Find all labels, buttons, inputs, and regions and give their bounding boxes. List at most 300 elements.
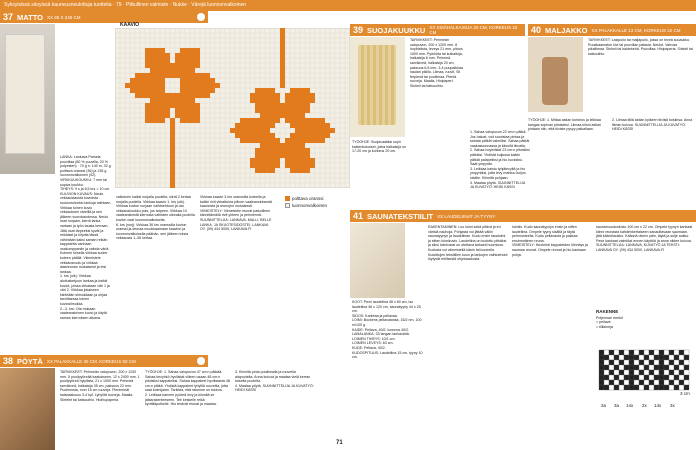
weave-label-2x: 2x	[642, 403, 647, 408]
chart-cell-orange	[255, 133, 260, 138]
chart-cell-orange	[325, 128, 330, 133]
chart-cell-orange	[275, 138, 280, 143]
weave-cell	[679, 380, 684, 385]
page-38-header	[0, 355, 208, 367]
gauge: TIHEYS: 9 s ja 6,5 krs = 10 cm.	[60, 187, 111, 192]
chart-cell-orange	[205, 88, 210, 93]
chart-cell-orange	[310, 93, 315, 98]
chart-cell-orange	[325, 123, 330, 128]
weave-cell	[599, 385, 604, 390]
chart-cell-orange	[260, 128, 265, 133]
chart-cell-orange	[285, 158, 290, 163]
chart-cell-orange	[155, 93, 160, 98]
chart-cell-orange	[285, 93, 290, 98]
chart-legend	[285, 195, 327, 209]
weave-label-14x-2: 14x	[654, 403, 662, 408]
chart-cell-orange	[190, 63, 195, 68]
chart-cell-orange	[190, 88, 195, 93]
chart-cell-orange	[255, 138, 260, 143]
chart-cell-orange	[160, 68, 165, 73]
chart-cell-orange	[135, 93, 140, 98]
chart-cell-orange	[170, 98, 175, 103]
p41-col2-b: Kudottujen tekstiilien koon ja lankojen vaihtoehdot löytyvät erillisestä ohjekaaviosta.	[428, 252, 508, 262]
chart-cell-orange	[330, 128, 335, 133]
p38-step-1: TYÖOHJE: 1. Sahaa valopuvun 47 cm:n pätkää. Sahaa kevyhkö hyvilistat viileen osaan 48 cm:n pituisiksi kappaleiksi. Sahaa kappaleet hyvilistasta 48 cm:n pätkä. Yhdistä kappaleet lyhyillä ruuveilla, jotta saat kolmijalan. Tarkista, että rakenne on tukeva.	[145, 370, 230, 393]
chart-cell-orange	[245, 123, 250, 128]
p38-step-3: 3. Kiinnitä pinta puuliimalla ja ruuveilla alapuolelta. Anna kuivua ja maalaa vielä kerran toiselta puolelta.	[235, 370, 311, 384]
chart-cell-orange	[130, 83, 135, 88]
chart-cell-orange	[320, 128, 325, 133]
chart-cell-orange	[195, 103, 200, 108]
chart-cell-orange	[240, 118, 245, 123]
chart-cell-orange	[290, 163, 295, 168]
chart-cell-orange	[170, 93, 175, 98]
chart-cell-orange	[265, 153, 270, 158]
table-photo	[0, 368, 55, 450]
chart-cell-orange	[295, 93, 300, 98]
p41-chart-legend	[596, 310, 693, 330]
chart-cell-orange	[185, 48, 190, 53]
chart-cell-orange	[190, 118, 195, 123]
weave-cell	[674, 360, 679, 365]
orange-swatch	[285, 196, 290, 201]
weave-cell	[609, 355, 614, 360]
p41-warp: LOIMI: Bockens pellavalanka, 16/2 nm, 100 m/100 g.	[352, 318, 422, 327]
weave-cell	[654, 385, 659, 390]
project-number: 41	[353, 211, 364, 221]
chart-cell-orange	[285, 153, 290, 158]
weave-cell	[629, 380, 634, 385]
chart-cell-orange	[275, 148, 280, 153]
project-size: XX PALAKKALLE 35 CM, KORKEUS 50 CM	[46, 358, 136, 364]
chart-cell-orange	[195, 118, 200, 123]
legend-orange-label: polttava oranssi	[292, 196, 324, 201]
chart-cell-orange	[190, 68, 195, 73]
chart-cell-orange	[260, 168, 265, 173]
weave-cell	[644, 365, 649, 370]
chart-cell-orange	[300, 133, 305, 138]
weave-cell	[649, 385, 654, 390]
p38-body-col1	[60, 370, 140, 448]
project-title: MATTO	[17, 12, 43, 22]
chart-cell-orange	[285, 163, 290, 168]
chart-cell-orange	[280, 148, 285, 153]
chart-cell-orange	[280, 33, 285, 38]
chart-cell-orange	[170, 153, 175, 158]
chart-cell-orange	[180, 88, 185, 93]
p41-width: LOIMEN LEVEYS: 63 cm.	[352, 341, 394, 346]
chart-cell-orange	[265, 93, 270, 98]
weave-cell	[609, 360, 614, 365]
weave-cell	[669, 375, 674, 380]
weave-cell	[634, 385, 639, 390]
page-40-header	[528, 24, 696, 36]
chart-cell-orange	[270, 143, 275, 148]
vase-image	[542, 57, 568, 105]
chart-cell-orange	[305, 133, 310, 138]
weave-cell	[614, 360, 619, 365]
chart-cell-orange	[280, 53, 285, 58]
chart-cell-orange	[295, 108, 300, 113]
chart-cell-orange	[150, 58, 155, 63]
weave-cell	[649, 370, 654, 375]
chart-cell-orange	[260, 133, 265, 138]
chart-cell-orange	[240, 138, 245, 143]
p40-body-col3	[612, 118, 694, 203]
chart-cell-orange	[285, 108, 290, 113]
chart-cell-orange	[285, 148, 290, 153]
chart-cell-orange	[245, 118, 250, 123]
chart-cell-orange	[255, 168, 260, 173]
p40-materials: TARVIKKEET: Lasipullo tai maljapullo, jossa on leveä suuaukko. Ruukkaamaton kivi tai puuvillan palasia. Neulot. Vahvaa pikaliimaa. Sinkeli tai kaidekehä. Puuvillaa. Hioipaperia. Sinkeli tai katsouihio.	[588, 38, 693, 56]
weave-cell	[659, 350, 664, 355]
project-size: XX PALAKKALLE 13 CM, KORKEUS 22 CM	[591, 27, 681, 33]
project-title: MALJAKKO	[545, 25, 588, 35]
weave-grid	[599, 350, 689, 390]
knitting-chart	[115, 28, 350, 188]
chart-cell-orange	[265, 113, 270, 118]
chart-cell-orange	[155, 78, 160, 83]
chart-cell-orange	[260, 148, 265, 153]
weave-cell	[624, 365, 629, 370]
chart-cell-orange	[160, 58, 165, 63]
materials: LANKA: Lankava Pamela puuvillaa (80 % puuvilla, 20 % polyesteri) · 70 g n. 140 m. 32 g polttava oranssi (36) ja 136 g luonnonvalkoinen (02).	[60, 155, 111, 178]
chart-cell-orange	[190, 93, 195, 98]
chart-cell-orange	[175, 113, 180, 118]
weave-cell	[674, 350, 679, 355]
chart-cell-orange	[240, 133, 245, 138]
chart-cell-orange	[260, 158, 265, 163]
p37-body-col2	[116, 195, 196, 325]
pattern-note: Jätä osat tarpeeksi syvät ja reikäiset ja kirjoita tässä vähintään kaksi saman reikän kappaletta vanhaan osakumppaniin ja vaihda väriä.	[60, 228, 110, 251]
chart-cell-orange	[165, 113, 170, 118]
p40-step-2: 2. Liimaa tiiliä astian kylkeen tiiviisti toisiinsa. Anna liiman kuivua. SUUNNITTELIJA JA KUVATYÖ: HEIDI KÄSSI	[612, 118, 693, 132]
weave-cell	[679, 355, 684, 360]
weave-cell	[674, 375, 679, 380]
chart-cell-orange	[180, 73, 185, 78]
chart-cell-orange	[140, 83, 145, 88]
chart-cell-orange	[205, 93, 210, 98]
weave-cell	[599, 380, 604, 385]
weave-cell	[654, 380, 659, 385]
chart-cell-orange	[285, 103, 290, 108]
chart-cell-orange	[290, 158, 295, 163]
chart-cell-orange	[235, 128, 240, 133]
planter-photo	[350, 37, 405, 137]
chart-cell-orange	[205, 73, 210, 78]
chart-cell-orange	[320, 133, 325, 138]
chart-cell-orange	[300, 148, 305, 153]
chart-cell-orange	[300, 113, 305, 118]
chart-cell-orange	[235, 123, 240, 128]
weave-cell	[664, 350, 669, 355]
p41-body-col3	[512, 225, 592, 445]
p41-length: KUDOSPITUUS: Laudeliina 15 cm, tyyny 10 cm.	[352, 350, 423, 360]
chart-cell-orange	[210, 88, 215, 93]
weave-cell	[604, 355, 609, 360]
chart-cell-orange	[190, 108, 195, 113]
chart-cell-orange	[280, 113, 285, 118]
weave-cell	[629, 355, 634, 360]
project-size: XX SISÄHALKAISIJA 20 CM, KORKEUS 22 CM	[429, 25, 518, 35]
planter-image	[358, 45, 396, 125]
chart-cell-orange	[310, 133, 315, 138]
weave-cell	[679, 370, 684, 375]
p41-weave: SIDOS: Karkeaa ja pellavaa.	[352, 313, 398, 318]
chart-cell-orange	[250, 138, 255, 143]
vase-photo	[528, 37, 583, 112]
p41-col3-b: VIIMEISTELY: Huolehdi kappaleiden kiinnitys ja saumaa reunat. Ompele reunat ja hio kankaan pohja.	[512, 243, 588, 257]
weave-cell	[654, 360, 659, 365]
chart-cell-orange	[275, 93, 280, 98]
chart-cell-orange	[270, 113, 275, 118]
chart-cell-orange	[280, 68, 285, 73]
chart-cell-orange	[150, 48, 155, 53]
weave-cell	[654, 370, 659, 375]
weave-cell	[634, 350, 639, 355]
weave-cell	[614, 350, 619, 355]
weave-cell	[669, 380, 674, 385]
finishing-1: Kolmen toisella virkkaa suoler kuteen päällä. Viimeistele virkkausruutu ja virkkaa alasreunan mukaisesti ja etsi lankaa.	[60, 251, 108, 274]
p41-body-col1	[352, 300, 424, 448]
chart-cell-orange	[230, 128, 235, 133]
chart-cell-orange	[180, 103, 185, 108]
weave-cell	[649, 355, 654, 360]
weave-cell	[644, 380, 649, 385]
chart-cell-orange	[215, 83, 220, 88]
weave-cell	[604, 385, 609, 390]
weave-cell	[659, 355, 664, 360]
chart-cell-orange	[270, 88, 275, 93]
p41-col2-a: RAKENTAMINEN: Luo loimi sekä pitävä ja eri värisiä nauhoja. Pohjasta voi jättää väliin saunatyynyn ja laudeliinan. Kudo ensin tasaloimi ja sitten loimikuvio. Laudeliina on kudottu pitkäksi ja siksi loimivarat on otettava tarkasti huomioon. Kudosta voi viimeistellä käsin tai koneella.	[428, 225, 507, 252]
chart-cell-orange	[250, 123, 255, 128]
chart-cell-orange	[255, 93, 260, 98]
weave-cell	[609, 385, 614, 390]
chart-cell-orange	[170, 128, 175, 133]
weave-cell	[659, 370, 664, 375]
chart-cell-orange	[310, 138, 315, 143]
chart-cell-orange	[295, 113, 300, 118]
chart-cell-orange	[185, 58, 190, 63]
weave-cell	[609, 370, 614, 375]
chart-cell-orange	[160, 118, 165, 123]
weave-cell	[604, 370, 609, 375]
chart-cell-orange	[245, 133, 250, 138]
chart-cell-orange	[135, 78, 140, 83]
chart-cell-orange	[180, 98, 185, 103]
chart-cell-orange	[265, 108, 270, 113]
round-1: 1. krs (oik): Virkkaa aloitusketjuun lankaa ja kaikki kuviot, joissa virkataan väri 1 ja väri 2. Virkkaa jokaiseen kiinteään silmukkaan ja ohjaa tarvittaessa toinen kuviosilmukka.	[60, 274, 110, 306]
chart-cell-orange	[300, 128, 305, 133]
weave-cell	[674, 380, 679, 385]
weave-cell	[659, 360, 664, 365]
chart-cell-orange	[255, 108, 260, 113]
p40-body-col2	[528, 118, 608, 203]
chart-cell-orange	[170, 123, 175, 128]
weave-cell	[599, 360, 604, 365]
chart-cell-orange	[140, 93, 145, 98]
chart-cell-orange	[165, 73, 170, 78]
chart-cell-orange	[270, 118, 275, 123]
p41-colors: LAMALANKA: 33 langan lankaväriä.	[352, 332, 410, 337]
chart-cell-orange	[310, 158, 315, 163]
weave-cell	[624, 385, 629, 390]
chart-cell-orange	[175, 53, 180, 58]
chart-cell-orange	[290, 103, 295, 108]
weave-cell	[609, 380, 614, 385]
weave-cell	[654, 365, 659, 370]
chart-cell-orange	[190, 83, 195, 88]
p37-col3-b: VIIMEISTELY: Viimeistele reunat paikoilleen kiinnittämällä rivit yhteen ja pehmennä.	[200, 208, 271, 218]
weave-cell	[624, 355, 629, 360]
chart-cell-orange	[150, 83, 155, 88]
chart-cell-orange	[185, 88, 190, 93]
chart-cell-orange	[295, 163, 300, 168]
chart-cell-orange	[305, 148, 310, 153]
level-badge	[197, 357, 205, 365]
chart-cell-orange	[155, 108, 160, 113]
chart-cell-orange	[270, 138, 275, 143]
weave-cell	[664, 365, 669, 370]
project-title: SUOJAKUUKKU	[367, 25, 426, 35]
weave-cell	[679, 385, 684, 390]
weave-cell	[619, 365, 624, 370]
chart-cell-orange	[175, 58, 180, 63]
p41-weft: KUDE: Pellava, 40/2.	[352, 345, 386, 350]
weave-cell	[684, 350, 689, 355]
chart-cell-orange	[270, 153, 275, 158]
chart-cell-orange	[195, 93, 200, 98]
chart-cell-orange	[185, 83, 190, 88]
weave-cell	[634, 380, 639, 385]
chart-cell-orange	[255, 118, 260, 123]
weave-cell	[629, 360, 634, 365]
chart-cell-orange	[200, 83, 205, 88]
chart-cell-orange	[165, 93, 170, 98]
chart-cell-orange	[300, 108, 305, 113]
chart-cell-orange	[300, 158, 305, 163]
chart-cell-orange	[155, 113, 160, 118]
page-39-header	[350, 24, 525, 36]
chart-cell-orange	[270, 108, 275, 113]
pattern-desc: KUUVION KUVAUS: Neulo virkkaustausta kuvioista ruutuneuleeksi lankoja vaihtaen. Virkkaa toinen kuvio virkkauksen väreillä ja sen jälkeen vuorokaudessa. Neulo osat nurjaan, kierrä lanka vartaan ja työn tausta kerraan.	[60, 191, 112, 228]
chart-cell-orange	[145, 73, 150, 78]
chart-cell-orange	[295, 88, 300, 93]
weave-cell	[619, 360, 624, 365]
chart-cell-orange	[130, 88, 135, 93]
chart-cell-orange	[190, 58, 195, 63]
chart-cell-orange	[265, 148, 270, 153]
weave-label-14x: 14x	[626, 403, 634, 408]
chart-cell-orange	[155, 73, 160, 78]
chart-cell-orange	[325, 133, 330, 138]
chart-cell-orange	[140, 88, 145, 93]
project-size: XX 86 X 245 CM	[46, 14, 81, 20]
chart-cell-orange	[190, 53, 195, 58]
p39-body-col2	[470, 130, 530, 205]
weave-cell	[639, 380, 644, 385]
chart-cell-orange	[155, 63, 160, 68]
chart-cell-orange	[165, 63, 170, 68]
weave-cell	[629, 385, 634, 390]
white-swatch	[285, 203, 290, 208]
weave-cell	[609, 375, 614, 380]
weave-cell	[619, 370, 624, 375]
weave-cell	[679, 350, 684, 355]
chart-cell-orange	[155, 53, 160, 58]
weave-label-3a: 3a	[601, 403, 607, 408]
chart-cell-orange	[255, 103, 260, 108]
chart-cell-orange	[155, 48, 160, 53]
chart-cell-orange	[290, 98, 295, 103]
p38-step-2: 2. Leikkaa kannen pyöreä levy ja kiinnitä se jalkarakenteeseen. Tee keskelle reikä kynttiläputkelle. Hio terävät reunat ja maalaa.	[145, 392, 217, 407]
chart-cell-orange	[165, 53, 170, 58]
chart-cell-orange	[260, 123, 265, 128]
chart-cell-orange	[150, 118, 155, 123]
chart-cell-orange	[285, 138, 290, 143]
chart-cell-orange	[200, 88, 205, 93]
chart-cell-orange	[150, 78, 155, 83]
weave-cell	[669, 385, 674, 390]
chart-cell-orange	[245, 128, 250, 133]
chart-cell-orange	[160, 108, 165, 113]
chart-cell-orange	[265, 143, 270, 148]
weave-cell	[669, 365, 674, 370]
chart-cell-orange	[185, 93, 190, 98]
chart-cell-orange	[210, 78, 215, 83]
chart-cell-orange	[270, 148, 275, 153]
top-banner	[0, 0, 696, 11]
chart-cell-orange	[300, 168, 305, 173]
chart-cell-orange	[180, 58, 185, 63]
page-41-header	[350, 210, 696, 222]
chart-cell-orange	[305, 98, 310, 103]
weave-cell	[684, 355, 689, 360]
weave-label-3cm: 3 cm	[680, 391, 690, 396]
chart-cell-orange	[265, 133, 270, 138]
weave-cell	[604, 380, 609, 385]
chart-cell-orange	[315, 133, 320, 138]
chart-cell-orange	[265, 168, 270, 173]
chart-cell-orange	[315, 123, 320, 128]
weave-cell	[614, 380, 619, 385]
chart-cell-orange	[130, 78, 135, 83]
weave-cell	[624, 350, 629, 355]
chart-cell-orange	[145, 113, 150, 118]
p37-body-col3	[200, 195, 272, 295]
p39-body-col0	[352, 140, 407, 205]
chart-cell-orange	[170, 138, 175, 143]
chart-cell-orange	[290, 133, 295, 138]
chart-cell-orange	[255, 128, 260, 133]
top-banner-text: Syksyisissä sävyissä kauneusneulottuja tuotteita · 79 · Pilkullinen valmiste · Nukke · Värejä luonnonvalkoinen	[4, 2, 247, 8]
weave-cell	[599, 350, 604, 355]
chart-cell-orange	[150, 93, 155, 98]
chart-cell-orange	[320, 118, 325, 123]
weave-cell	[614, 385, 619, 390]
chart-cell-orange	[260, 108, 265, 113]
legend-orange	[285, 195, 327, 202]
chart-cell-orange	[250, 128, 255, 133]
p41-col3-a: loimiin. Kudo saunatyynyn ensin ja sitten laudeliina. Ompele tyyny sisältä ja täytä pehmusteella. Kudo pellavasta ja palauta ensimmäinen reuna.	[512, 225, 578, 243]
p39-body-col1	[410, 38, 465, 183]
weave-cell	[674, 365, 679, 370]
chart-cell-orange	[195, 48, 200, 53]
chart-cell-orange	[265, 158, 270, 163]
weave-cell	[669, 360, 674, 365]
chart-cell-orange	[170, 183, 175, 188]
chart-cell-orange	[305, 163, 310, 168]
